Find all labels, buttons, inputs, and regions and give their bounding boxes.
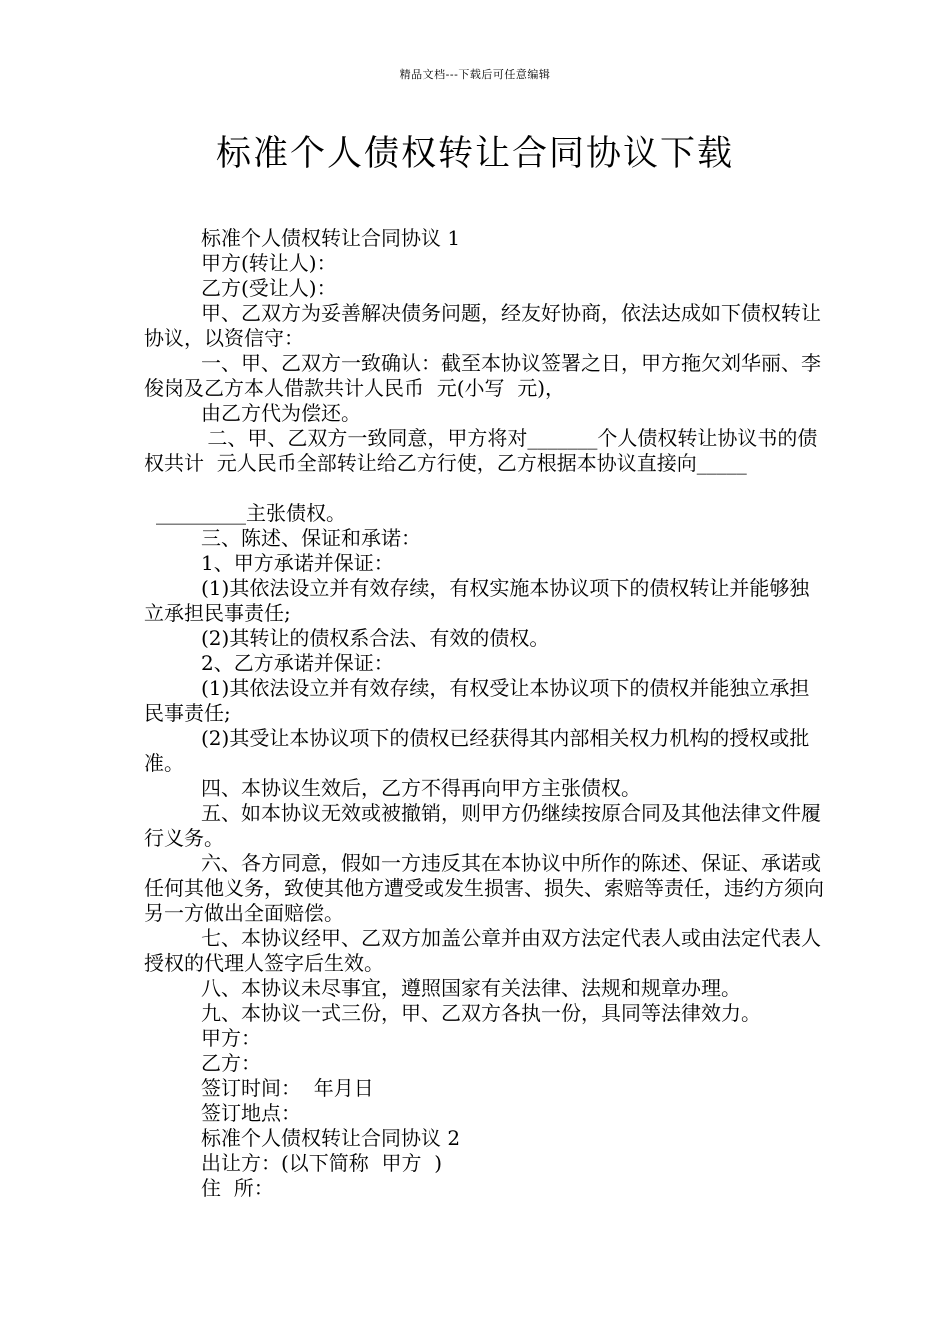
- clause-4: 四、本协议生效后，乙方不得再向甲方主张债权。: [201, 776, 641, 800]
- clause-3-2-a: (1)其依法设立并有效存续，有权受让本协议项下的债权并能独立承担民事责任;: [144, 676, 810, 725]
- clause-5: 五、如本协议无效或被撤销，则甲方仍继续按原合同及其他法律文件履行义务。: [144, 801, 821, 850]
- clause-3-2: 2、乙方承诺并保证：: [201, 651, 394, 675]
- section-heading-2: 标准个人债权转让合同协议 2: [201, 1126, 461, 1150]
- clause-6: 六、各方同意，假如一方违反其在本协议中所作的陈述、保证、承诺或任何其他义务，致使其他方遭受或发生损害、损失、索赔等责任，违约方须向另一方做出全面赔偿。: [144, 851, 824, 925]
- document-title: 标准个人债权转让合同协议下载: [215, 134, 734, 174]
- signature-party-a: 甲方：: [201, 1026, 261, 1050]
- clause-3-1-b: (2)其转让的债权系合法、有效的债权。: [201, 626, 550, 650]
- clause-3-1-a: (1)其依法设立并有效存续，有权实施本协议项下的债权转让并能够独立承担民事责任;: [144, 576, 810, 625]
- party-b-line: 乙方(受让人)：: [201, 276, 337, 300]
- signing-date: 签订时间： 年月日: [201, 1076, 374, 1100]
- clause-3-2-b: (2)其受让本协议项下的债权已经获得其内部相关权力机构的授权或批准。: [144, 726, 810, 775]
- clause-1: 一、甲、乙双方一致确认：截至本协议签署之日，甲方拖欠刘华丽、李俊岗及乙方本人借款共计人民币 元(小写 元)，: [144, 351, 821, 400]
- clause-1-cont: 由乙方代为偿还。: [201, 401, 361, 425]
- document-body: [144, 226, 824, 1201]
- clause-3: 三、陈述、保证和承诺：: [201, 526, 421, 550]
- section-heading-1: 标准个人债权转让合同协议 1: [201, 226, 461, 250]
- clause-9: 九、本协议一式三份，甲、乙双方各执一份，具同等法律效力。: [201, 1001, 761, 1025]
- signing-place: 签订地点：: [201, 1101, 301, 1125]
- clause-2-cont: _________主张债权。: [156, 501, 346, 525]
- signature-party-b: 乙方：: [201, 1051, 261, 1075]
- clause-3-1: 1、甲方承诺并保证：: [201, 551, 394, 575]
- clause-8: 八、本协议未尽事宜，遵照国家有关法律、法规和规章办理。: [201, 976, 741, 1000]
- party-a-line: 甲方(转让人)：: [201, 251, 337, 275]
- header-note: 精品文档---下载后可任意编辑: [399, 68, 551, 81]
- blank-line: [144, 476, 824, 501]
- transferor-line: 出让方：(以下简称 甲方 ): [201, 1151, 443, 1175]
- clause-7: 七、本协议经甲、乙双方加盖公章并由双方法定代表人或由法定代表人授权的代理人签字后生效。: [144, 926, 821, 975]
- clause-2: 二、甲、乙双方一致同意，甲方将对_______个人债权转让协议书的债权共计 元人民币全部转让给乙方行使，乙方根据本协议直接向_____: [144, 426, 818, 475]
- address-line: 住 所：: [201, 1176, 274, 1200]
- preamble-paragraph: 甲、乙双方为妥善解决债务问题，经友好协商，依法达成如下债权转让协议，以资信守：: [144, 301, 821, 350]
